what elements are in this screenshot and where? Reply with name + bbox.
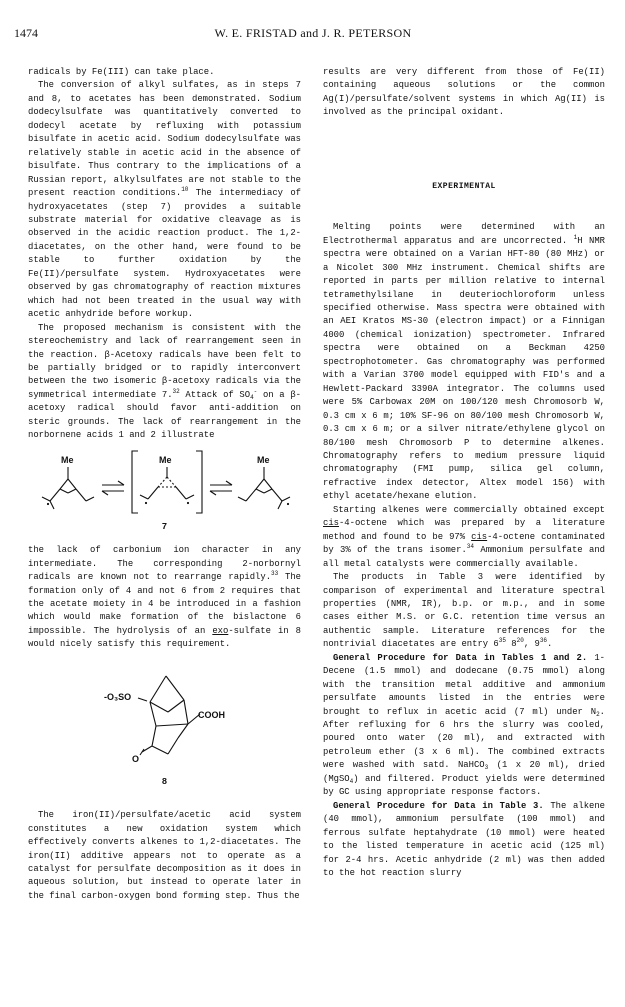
left-column <box>28 66 301 903</box>
paragraph-right-1: results are very different from those of Fe(II) containing aqueous solutions or the common Ag(I)/persulfate/solvent systems in which Ag(II) is involved as the principal oxidant. <box>323 67 605 118</box>
paragraph-left-4: the lack of carbonium ion character in any intermediate. The corresponding 2-norbornyl radicals are known not to rearrange rapidly.$^{33}$ The formation only of 4 and not 6 from 2 requires that the acetate moiety in 4 be introduced in a fashion which would make formation of the bislactone 6 impossible. The hydrolysis of an exo-sulfate in 8 would nicely satisfy this requirement. <box>28 545 301 650</box>
paragraph-left-2: The conversion of alkyl sulfates, as in steps 7 and 8, to acetates has been demonstrated. Sodium dodecylsulfate was quantitatively converted to dodecyl acetate by refluxing with potassium bisulfate in acetic acid. Sodium dodecylsulfate was relatively stable in acetic acid in the absence of bisulfate. Thus contrary to the implications of a Russian report, alkylsulfates are not stable to the present reaction conditions.$^{10}$ The intermediacy of hydroxyacetates (step 7) provides a suitable substrate material for oxidative cleavage as is observed in the acidic reaction product. The 1,2-diacetates, on the other hand, were found to be stable to further oxidation by the Fe(II)/persulfate system. Hydroxyacetates were observed by gas chromatography of reaction mixtures which had not been treated in the usual way with acetic anhydride before workup. <box>28 80 301 320</box>
procedure-heading: General Procedure for Data in Tables 1 and 2. <box>333 652 588 663</box>
paragraph-right-2: Melting points were determined with an Electrothermal apparatus and are uncorrected. $^1$H NMR spectra were obtained on a Varian HFT-80 (80 MHz) or a Nicolet 300 MHz instrument. Chemical shifts are reported in parts per million relative to internal tetramethylsilane in deuteriochloroform unless specified otherwise. Mass spectra were obtained with an AEI Kratos MS-30 (electron impact) or a Finnigan 4000 (chemical ionization) spectrometer. Infrared spectra were obtained on a Beckman 4250 spectrophotometer. Gas chromatography was performed with a Varian 3700 model equipped with FID's and a Hewlett-Packard 3390A integrator. The columns used were 5% Carbowax 20M on 100/120 mesh Chromosorb W, 0.3 cm x 6 m; 10% SF-96 on 80/100 mesh Chromosorb W, 0.3 cm x 6 m; or a silver nitrate/ethylene glycol on 80/100 mesh Chromosorb P to determine alkenes. Chromatography refers to medium pressure liquid chromatography (FMI pump, silica gel column, refractive index detector, Altex model 156) with ethyl acetate/hexane elution. <box>323 222 605 502</box>
page-number: 1474 <box>14 26 38 40</box>
reference-marker: 34 <box>466 543 474 551</box>
methyl-label: Me <box>257 454 270 465</box>
paragraph-right-6: General Procedure for Data in Table 3. The alkene (40 mmol), ammonium persulfate (100 mmol) and ferrous sulfate heptahydrate (10 mmol) were heated to the listed temperature in acetic acid (125 ml) for 2-4 hrs. Acetic anhydride (2 ml) was then added to the hot reaction slurry <box>323 800 605 879</box>
page-header <box>14 26 612 42</box>
structure-8-label: 8 <box>161 776 168 787</box>
oxygen-label: O <box>132 753 140 764</box>
section-heading-experimental: EXPERIMENTAL <box>432 181 496 191</box>
paragraph-left-3: The proposed mechanism is consistent with the stereochemistry and lack of rearrangement seen in the reaction. β-Acetoxy radicals have been felt to be partially bridged or to rapidly interconvert between the two isomeric β-acetoxy radicals via the symmetrical intermediate 7.32 Attack of $SO_4^-$ on a β-acetoxy radical should favor anti-addition on steric grounds. The lack of rearrangement in the norbornene acids 1 and 2 illustrate <box>28 322 301 441</box>
structure-7-figure <box>28 447 301 519</box>
paragraph-right-4: The products in Table 3 were identified by comparison of experimental and literature spectral properties (NMR, IR), b.p. or m.p., and in some cases either M.S. or G.C. retention time versus an authentic sample. Literature references for the nontrivial diacetates are entry $6^{35}$ $8^{20}$, $9^{36}$. <box>323 572 605 650</box>
methyl-label: Me <box>159 454 172 465</box>
paragraph-left-5: The iron(II)/persulfate/acetic acid system constitutes a new oxidation system which effectively converts alkenes to 1,2-diacetates. The iron(II) additive appears not to operate as a catalyst for persulfate decomposition as it does in aqueous solution, but instead to operate later in the final carbon-oxygen bond forming step. Thus the <box>28 810 301 901</box>
paragraph-right-3: Starting alkenes were commercially obtained except cis-4-octene which was prepared by a literature method and found to be 97% cis-4-octene contaminated by 3% of the trans isomer.$^{34}$ Ammonium persulfate and all metal catalysts were commercially available. <box>323 504 605 569</box>
structure-8-figure <box>28 666 301 774</box>
methyl-label: Me <box>61 454 74 465</box>
paragraph-right-5: General Procedure for Data in Tables 1 and 2. 1-Decene (1.5 mmol) and dodecane (0.75 mmol) along with the transition metal additive and ammonium persulfate amounts listed in the entries were brought to reflux in acetic acid (7 ml) under $N_2$. After refluxing for 6 hrs the slurry was cooled, poured onto water (20 ml), and extracted with petroleum ether (3 x 6 ml). The combined extracts were washed with satd. NaHCO$_3$ (1 x 20 ml), dried (MgSO$_4$) and filtered. Product yields were determined by GC using appropriate response factors. <box>323 652 606 798</box>
reference-marker: 33 <box>271 570 279 578</box>
sulfate-group-label: -O₃SO <box>104 691 132 702</box>
running-title: W. E. FRISTAD and J. R. PETERSON <box>214 26 412 40</box>
reference-marker: 32 <box>172 387 180 395</box>
right-column <box>323 66 605 880</box>
procedure-heading: General Procedure for Data in Table 3. <box>333 800 544 811</box>
structure-7-label: 7 <box>161 521 168 532</box>
carboxyl-group-label: COOH <box>198 709 225 720</box>
paragraph-left-1: radicals by Fe(III) can take place. <box>28 67 215 77</box>
reference-marker: 10 <box>181 186 189 194</box>
